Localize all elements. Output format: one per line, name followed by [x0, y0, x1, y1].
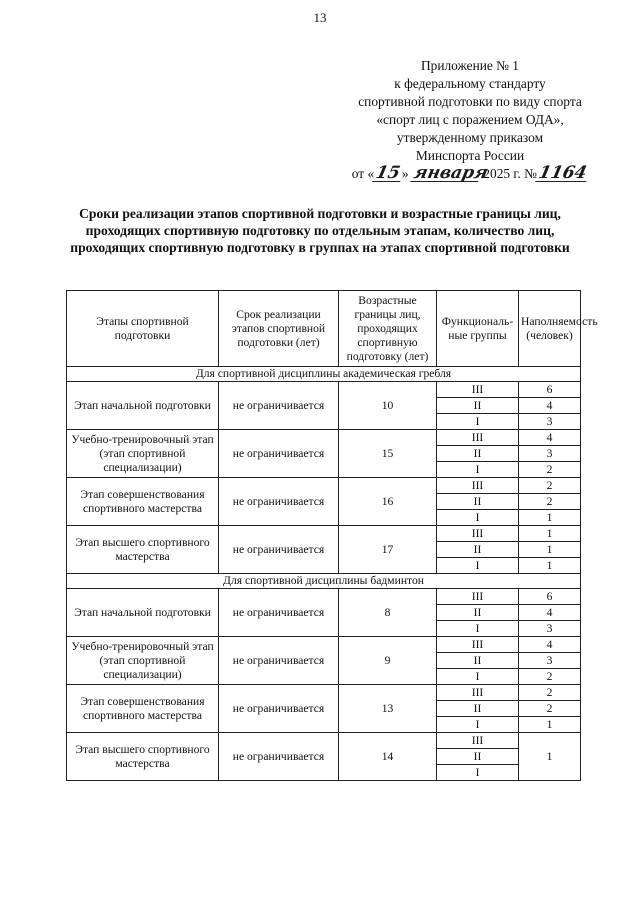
- stage-age: 14: [339, 733, 437, 781]
- appendix-line: Приложение № 1: [420, 58, 520, 73]
- group-fill: 2: [519, 462, 581, 478]
- functional-group: III: [437, 526, 519, 542]
- stage-name: Этап совершенствования спортивного мастерства: [67, 685, 219, 733]
- appendix-line: спортивной подготовки по виду спорта: [358, 94, 582, 109]
- group-fill: 4: [519, 430, 581, 446]
- group-fill: 6: [519, 589, 581, 605]
- order-number-handwritten: 1164: [536, 163, 589, 183]
- group-fill: 1: [519, 717, 581, 733]
- stage-age: 8: [339, 589, 437, 637]
- group-fill: 4: [519, 398, 581, 414]
- order-prefix: от «: [351, 166, 375, 181]
- table-row: [67, 685, 581, 701]
- table-row: [67, 733, 581, 749]
- functional-group: III: [437, 685, 519, 701]
- column-header: Этапы спортивной подготовки: [67, 291, 219, 367]
- page-number: 13: [313, 10, 327, 25]
- stage-duration: не ограничивается: [219, 733, 339, 781]
- functional-group: I: [437, 558, 519, 574]
- group-fill: 2: [519, 685, 581, 701]
- group-fill: 1: [519, 558, 581, 574]
- functional-group: I: [437, 669, 519, 685]
- order-line: [330, 165, 610, 187]
- stage-age: 10: [339, 382, 437, 430]
- discipline-row: [67, 367, 581, 382]
- group-fill: 3: [519, 621, 581, 637]
- stage-age: 17: [339, 526, 437, 574]
- functional-group: II: [437, 653, 519, 669]
- stage-duration: не ограничивается: [219, 382, 339, 430]
- stage-duration: не ограничивается: [219, 430, 339, 478]
- column-header: Наполняемость (человек): [519, 291, 581, 367]
- stage-age: 13: [339, 685, 437, 733]
- group-fill: 2: [519, 701, 581, 717]
- functional-group: II: [437, 701, 519, 717]
- table-row: [67, 382, 581, 398]
- table-body: [67, 367, 581, 781]
- stage-name: Этап начальной подготовки: [67, 382, 219, 430]
- group-fill: 6: [519, 382, 581, 398]
- order-day-handwritten: 15: [374, 163, 403, 183]
- table-row: [67, 478, 581, 494]
- functional-group: I: [437, 717, 519, 733]
- appendix-line: «спорт лиц с поражением ОДА»,: [376, 112, 564, 127]
- column-header: Срок реализации этапов спортивной подготовки (лет): [219, 291, 339, 367]
- functional-group: II: [437, 749, 519, 765]
- functional-group: III: [437, 382, 519, 398]
- group-fill: 2: [519, 494, 581, 510]
- group-fill: 2: [519, 478, 581, 494]
- functional-group: I: [437, 462, 519, 478]
- stages-table: [66, 290, 598, 781]
- appendix-line: утвержденному приказом: [396, 130, 544, 145]
- functional-group: III: [437, 733, 519, 749]
- functional-group: II: [437, 398, 519, 414]
- stage-name: Этап высшего спортивного мастерства: [67, 526, 219, 574]
- table-header-row: [67, 291, 581, 367]
- functional-group: I: [437, 414, 519, 430]
- table-row: [67, 637, 581, 653]
- functional-group: II: [437, 446, 519, 462]
- table-row: [67, 589, 581, 605]
- group-fill: 4: [519, 637, 581, 653]
- group-fill: 4: [519, 605, 581, 621]
- stage-duration: не ограничивается: [219, 589, 339, 637]
- functional-group: II: [437, 605, 519, 621]
- functional-group: I: [437, 510, 519, 526]
- functional-group: III: [437, 430, 519, 446]
- stage-name: Этап высшего спортивного мастерства: [67, 733, 219, 781]
- appendix-line: Минспорта России: [415, 148, 525, 163]
- document-title: Сроки реализации этапов спортивной подготовки и возрастные границы лиц, проходящих спортивную подготовку по отдельным этапам, количество лиц, проходящих спортивную подготовку в группах на этапах спортивной подготовки: [70, 206, 570, 255]
- stage-name: Учебно-тренировочный этап (этап спортивной специализации): [67, 430, 219, 478]
- group-fill: 1: [519, 542, 581, 558]
- stage-age: 16: [339, 478, 437, 526]
- discipline-title: Для спортивной дисциплины бадминтон: [67, 574, 581, 589]
- group-fill: 1: [519, 733, 581, 781]
- group-fill: 3: [519, 446, 581, 462]
- order-month-handwritten: января: [411, 163, 490, 183]
- functional-group: I: [437, 621, 519, 637]
- group-fill: 1: [519, 526, 581, 542]
- functional-group: II: [437, 494, 519, 510]
- stage-duration: не ограничивается: [219, 637, 339, 685]
- stage-age: 15: [339, 430, 437, 478]
- table-row: [67, 430, 581, 446]
- order-sep: »: [401, 166, 409, 181]
- stage-name: Учебно-тренировочный этап (этап спортивной специализации): [67, 637, 219, 685]
- stage-duration: не ограничивается: [219, 685, 339, 733]
- stage-duration: не ограничивается: [219, 526, 339, 574]
- stage-age: 9: [339, 637, 437, 685]
- stage-name: Этап совершенствования спортивного мастерства: [67, 478, 219, 526]
- appendix-line: к федеральному стандарту: [394, 76, 546, 91]
- appendix-block: [330, 57, 610, 187]
- discipline-row: [67, 574, 581, 589]
- order-year: 2025 г. №: [483, 166, 537, 181]
- stage-duration: не ограничивается: [219, 478, 339, 526]
- group-fill: 1: [519, 510, 581, 526]
- functional-group: I: [437, 765, 519, 781]
- functional-group: III: [437, 589, 519, 605]
- column-header: Возрастные границы лиц, проходящих спортивную подготовку (лет): [339, 291, 437, 367]
- group-fill: 3: [519, 653, 581, 669]
- discipline-title: Для спортивной дисциплины академическая гребля: [67, 367, 581, 382]
- column-header: Функциональ-ные группы: [437, 291, 519, 367]
- group-fill: 3: [519, 414, 581, 430]
- functional-group: III: [437, 637, 519, 653]
- group-fill: 2: [519, 669, 581, 685]
- stage-name: Этап начальной подготовки: [67, 589, 219, 637]
- table-row: [67, 526, 581, 542]
- functional-group: III: [437, 478, 519, 494]
- functional-group: II: [437, 542, 519, 558]
